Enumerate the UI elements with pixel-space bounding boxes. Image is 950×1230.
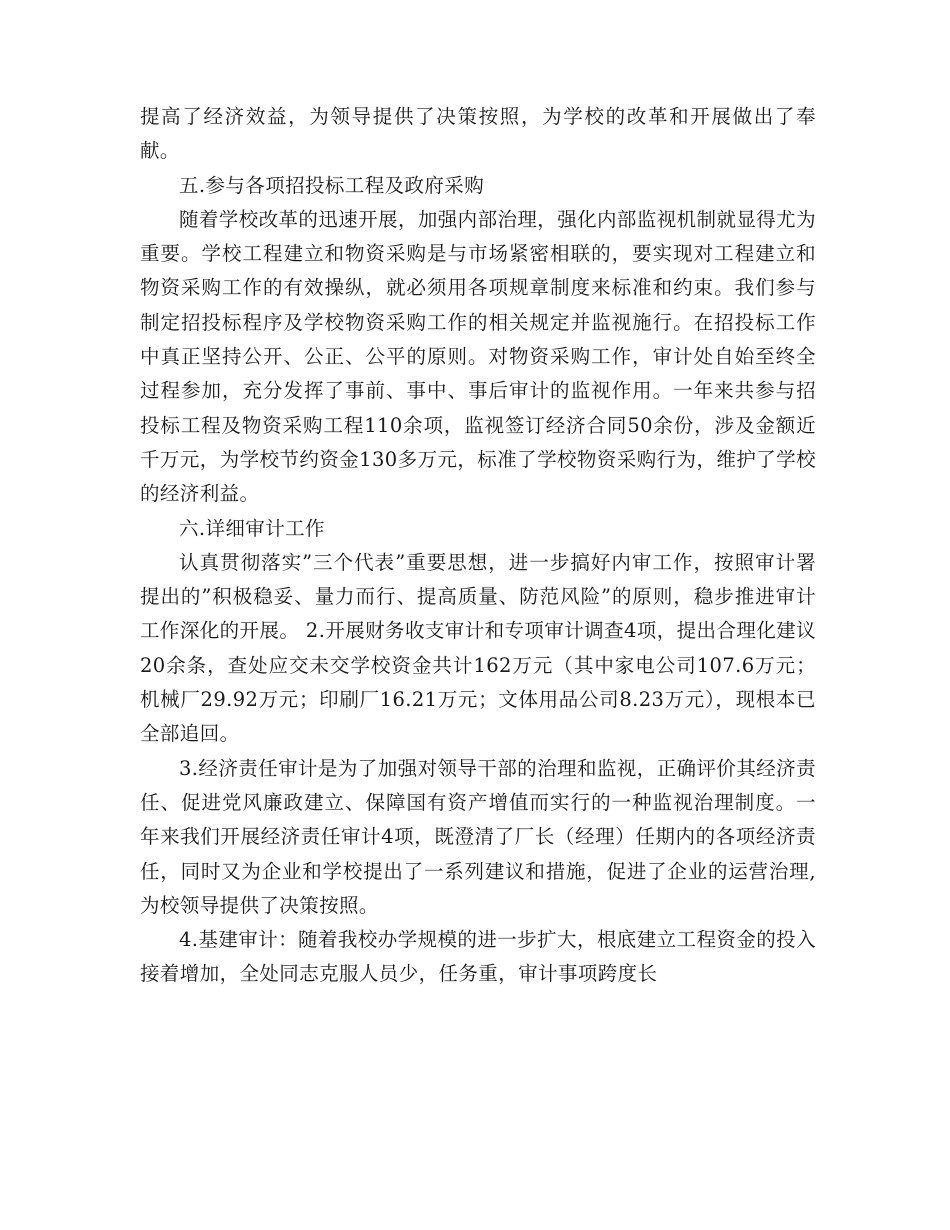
document-page [140, 100, 816, 992]
paragraph-bidding: 随着学校改革的迅速开展，加强内部治理，强化内部监视机制就显得尤为重要。学校工程建立和物资采购是与市场紧密相联的，要实现对工程建立和物资采购工作的有效操纵，就必须用各项规章制度来标准和约束。我们参与制定招投标程序及学校物资采购工作的相关规定并监视施行。在招投标工作中真正坚持公开、公正、公平的原则。对物资采购工作，审计处自始至终全过程参加，充分发挥了事前、事中、事后审计的监视作用。一年来共参与招投标工程及物资采购工程110余项，监视签订经济合同50余份，涉及金额近千万元，为学校节约资金130多万元，标准了学校物资采购行为，维护了学校的经济利益。 [140, 207, 816, 506]
paragraph-construction-audit: 4.基建审计：随着我校办学规模的进一步扩大，根底建立工程资金的投入接着增加，全处同志克服人员少，任务重，审计事项跨度长 [140, 928, 816, 986]
section-heading-6: 六.详细审计工作 [179, 516, 325, 540]
paragraph-continued: 提高了经济效益，为领导提供了决策按照，为学校的改革和开展做出了奉献。 [140, 105, 816, 163]
paragraph-audit-work: 认真贯彻落实”三个代表”重要思想，进一步搞好内审工作，按照审计署提出的”积极稳妥、量力而行、提高质量、防范风险”的原则，稳步推进审计工作深化的开展。 2.开展财务收支审计和专项审计调查4项，提出合理化建议20余条，查处应交未交学校资金共计162万元（其中家电公司107.6万元；机械厂29.92万元；印刷厂16.21万元；文体用品公司8.23万元），现根本已全部追回。 [140, 550, 816, 746]
paragraph-economic-responsibility: 3.经济责任审计是为了加强对领导干部的治理和监视，正确评价其经济责任、促进党风廉政建立、保障国有资产增值而实行的一种监视治理制度。一年来我们开展经济责任审计4项，既澄清了厂长（经理）任期内的各项经济责任，同时又为企业和学校提出了一系列建议和措施，促进了企业的运营治理,为校领导提供了决策按照。 [140, 756, 816, 917]
section-heading-5: 五.参与各项招投标工程及政府采购 [179, 173, 485, 197]
